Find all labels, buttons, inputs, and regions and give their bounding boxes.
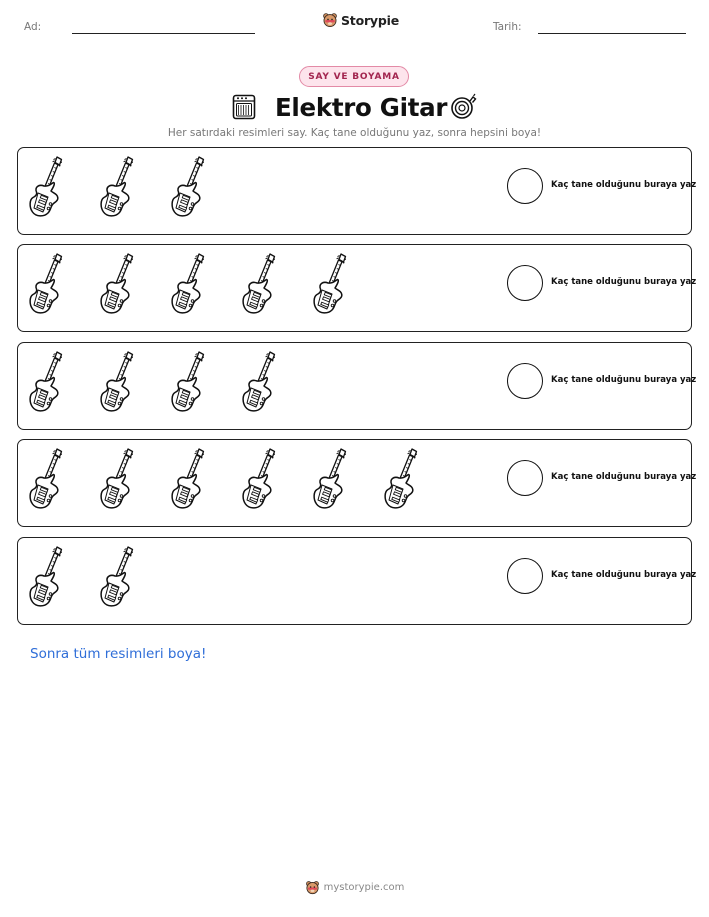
date-label: Tarih: (493, 21, 522, 33)
electric-guitar-icon (99, 350, 135, 414)
counting-row-2 (17, 244, 697, 332)
answer-circle[interactable] (507, 363, 543, 399)
date-line[interactable] (538, 33, 686, 34)
electric-guitar-icon (170, 447, 206, 511)
storypie-bear-icon (322, 12, 338, 28)
counting-row-3 (17, 342, 697, 430)
brand-name: Storypie (341, 12, 399, 28)
cable-icon (448, 92, 478, 122)
electric-guitar-icon (99, 252, 135, 316)
electric-guitar-icon (99, 155, 135, 219)
electric-guitar-icon (28, 252, 64, 316)
title-row (0, 91, 709, 125)
electric-guitar-icon (99, 447, 135, 511)
answer-circle[interactable] (507, 168, 543, 204)
amplifier-icon (232, 94, 256, 120)
electric-guitar-icon (170, 252, 206, 316)
electric-guitar-icon (99, 545, 135, 609)
answer-label: Kaç tane olduğunu buraya yaz (551, 472, 697, 482)
electric-guitar-icon (28, 350, 64, 414)
counting-row-1 (17, 147, 697, 235)
electric-guitar-icon (28, 447, 64, 511)
answer-circle[interactable] (507, 265, 543, 301)
electric-guitar-icon (170, 155, 206, 219)
storypie-bear-icon (305, 880, 320, 895)
answer-label: Kaç tane olduğunu buraya yaz (551, 277, 697, 287)
electric-guitar-icon (28, 155, 64, 219)
electric-guitar-icon (312, 447, 348, 511)
answer-label: Kaç tane olduğunu buraya yaz (551, 570, 697, 580)
answer-label: Kaç tane olduğunu buraya yaz (551, 180, 697, 190)
name-label: Ad: (24, 21, 42, 33)
footer (0, 880, 709, 895)
electric-guitar-icon (170, 350, 206, 414)
answer-label: Kaç tane olduğunu buraya yaz (551, 375, 697, 385)
electric-guitar-icon (383, 447, 419, 511)
electric-guitar-icon (312, 252, 348, 316)
electric-guitar-icon (241, 252, 277, 316)
footer-url[interactable]: mystorypie.com (323, 882, 405, 893)
electric-guitar-icon (241, 447, 277, 511)
page-title: Elektro Gitar (275, 93, 448, 122)
instructions: Her satırdaki resimleri say. Kaç tane olduğunu yaz, sonra hepsini boya! (167, 127, 542, 139)
activity-badge: SAY VE BOYAMA (299, 66, 409, 87)
closing-instruction: Sonra tüm resimleri boya! (30, 646, 207, 662)
electric-guitar-icon (28, 545, 64, 609)
name-line[interactable] (72, 33, 255, 34)
answer-circle[interactable] (507, 460, 543, 496)
counting-row-5 (17, 537, 697, 625)
electric-guitar-icon (241, 350, 277, 414)
answer-circle[interactable] (507, 558, 543, 594)
counting-row-4 (17, 439, 697, 527)
brand-logo (322, 12, 399, 28)
